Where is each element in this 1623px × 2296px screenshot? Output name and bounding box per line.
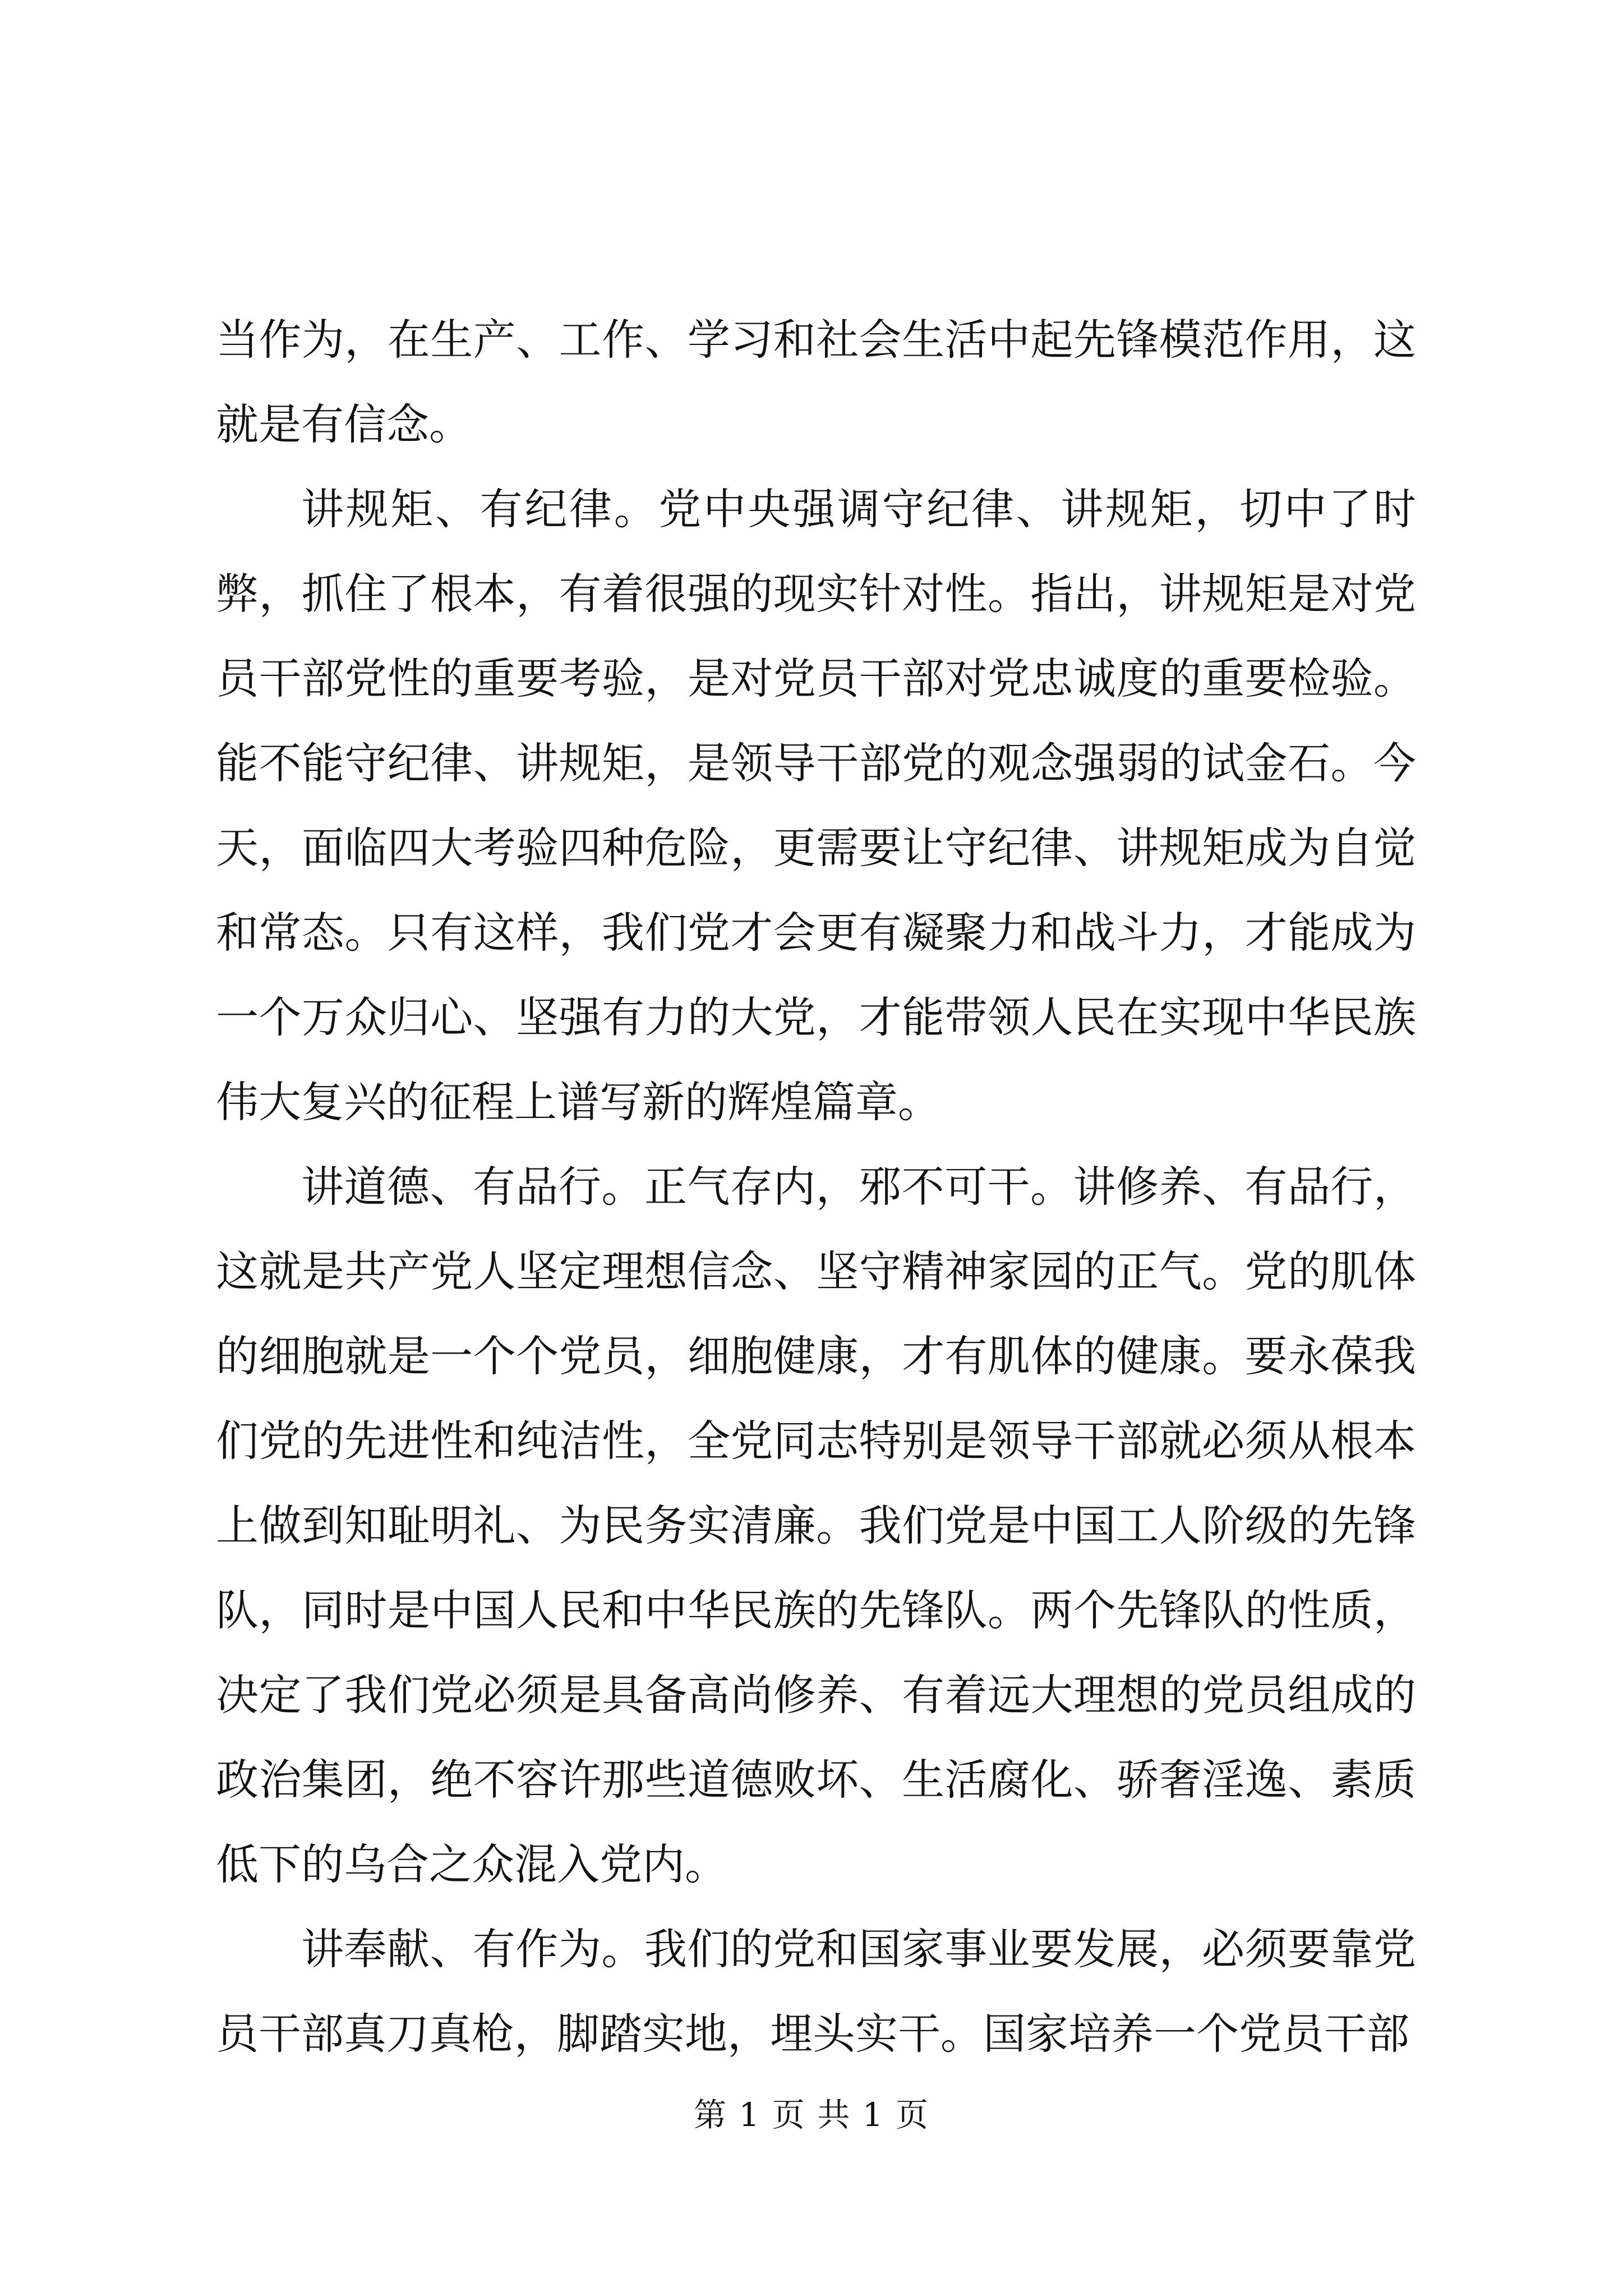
paragraph-3: 讲道德、有品行。正气存内，邪不可干。讲修养、有品行，这就是共产党人坚定理想信念、坚守精神家园的正气。党的肌体的细胞就是一个个党员，细胞健康，才有肌体的健康。要永葆我们党的先进性和纯洁性，全党同志特别是领导干部就必须从根本上做到知耻明礼、为民务实清廉。我们党是中国工人阶级的先锋队，同时是中国人民和中华民族的先锋队。两个先锋队的性质，决定了我们党必须是具备高尚修养、有着远大理想的党员组成的政治集团，绝不容许那些道德败坏、生活腐化、骄奢淫逸、素质低下的乌合之众混入党内。 bbox=[216, 1162, 1416, 1889]
paragraph-2: 讲规矩、有纪律。党中央强调守纪律、讲规矩，切中了时弊，抓住了根本，有着很强的现实针对性。指出，讲规矩是对党员干部党性的重要考验，是对党员干部对党忠诚度的重要检验。能不能守纪律、讲规矩，是领导干部党的观念强弱的试金石。今天，面临四大考验四种危险，更需要让守纪律、讲规矩成为自觉和常态。只有这样，我们党才会更有凝聚力和战斗力，才能成为一个万众归心、坚强有力的大党，才能带领人民在实现中华民族伟大复兴的征程上谱写新的辉煌篇章。 bbox=[216, 484, 1416, 1127]
paragraph-4: 讲奉献、有作为。我们的党和国家事业要发展，必须要靠党员干部真刀真枪，脚踏实地，埋头实干。国家培养一个党员干部 bbox=[216, 1924, 1416, 2059]
page-footer: 第 1 页 共 1 页 bbox=[694, 2096, 929, 2134]
document-body bbox=[216, 297, 1416, 2076]
paragraph-1: 当作为，在生产、工作、学习和社会生活中起先锋模范作用，这就是有信念。 bbox=[216, 315, 1416, 449]
